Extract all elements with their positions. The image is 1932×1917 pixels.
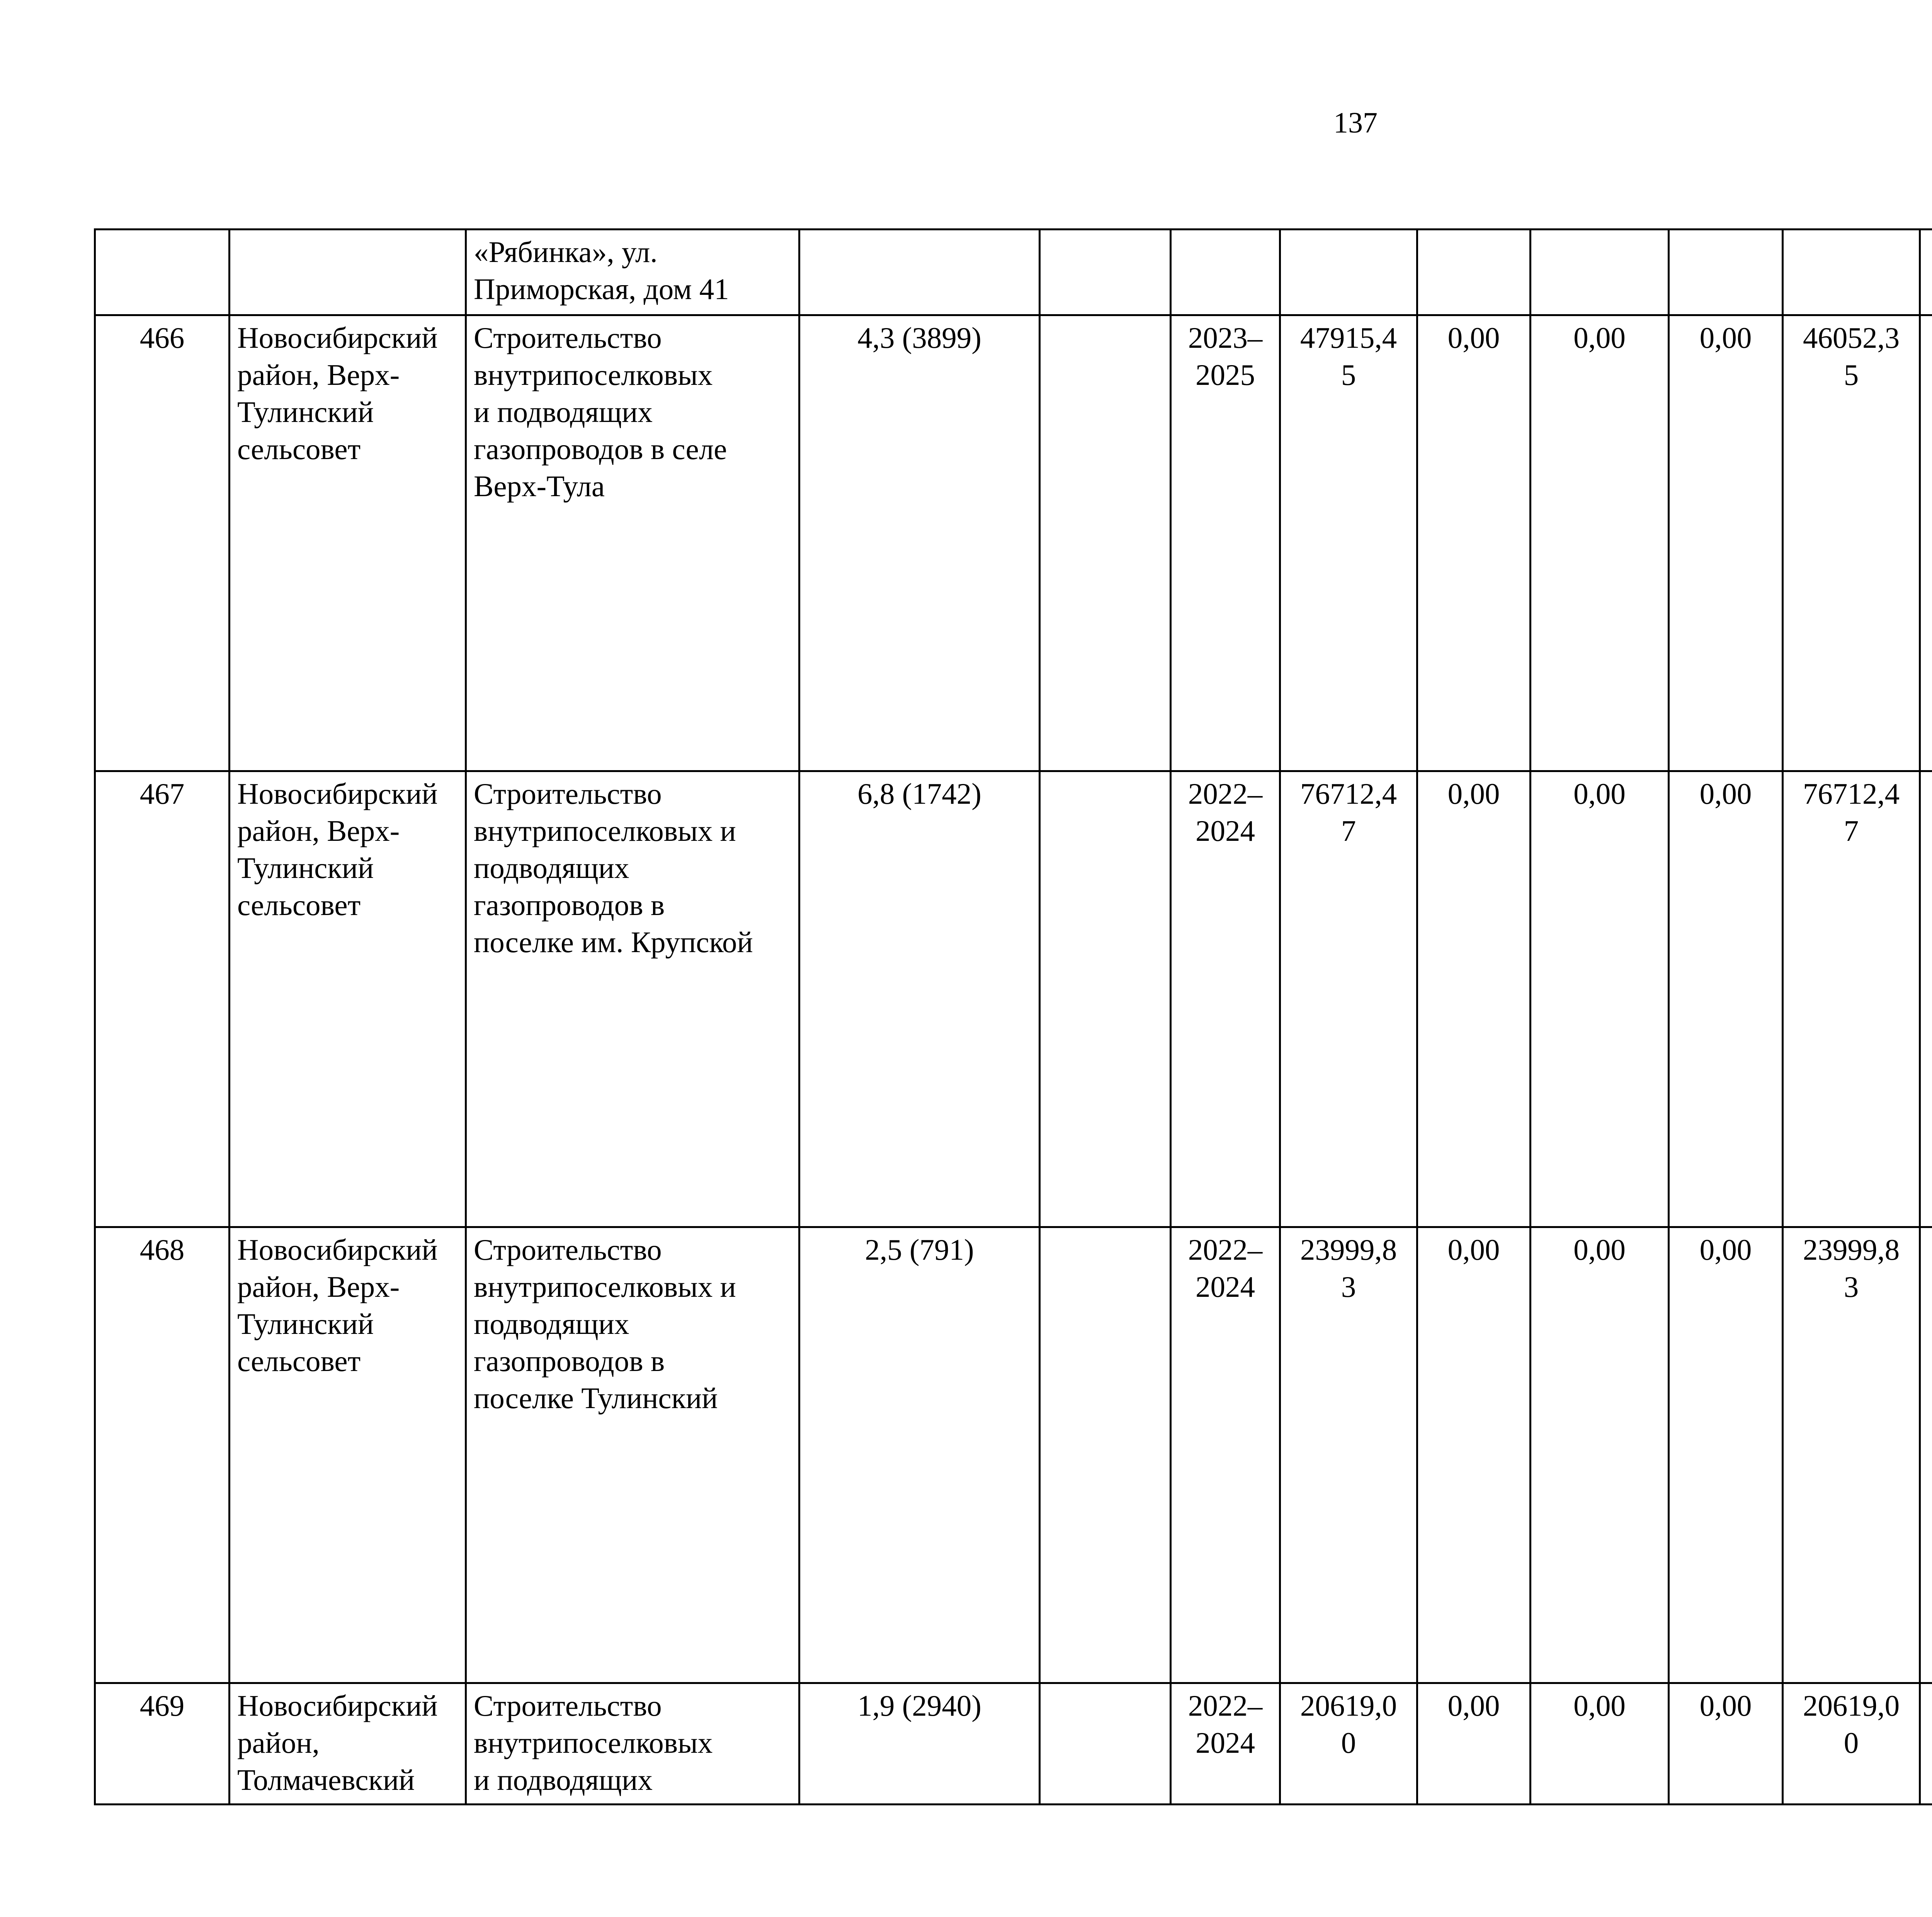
cell-executor (1920, 771, 1932, 1227)
table-row (95, 1227, 1932, 1683)
cell-fed: 0,00 (1417, 771, 1531, 1227)
cell-total: 47915,4 5 (1280, 315, 1417, 771)
cell-mun: 0,00 (1669, 1683, 1783, 1805)
table-row (95, 315, 1932, 771)
cell-num (95, 230, 230, 315)
cell-empty (1040, 1227, 1171, 1683)
cell-num: 466 (95, 315, 230, 771)
cell-period (1171, 230, 1280, 315)
cell-period: 2023– 2025 (1171, 315, 1280, 771)
cell-period: 2022– 2024 (1171, 771, 1280, 1227)
cell-total: 20619,0 0 (1280, 1683, 1417, 1805)
cell-mun: 0,00 (1669, 771, 1783, 1227)
cell-mun (1669, 230, 1783, 315)
cell-empty (1040, 771, 1171, 1227)
cell-other: 23999,8 3 (1783, 1227, 1920, 1683)
cell-num: 469 (95, 1683, 230, 1805)
cell-length (799, 230, 1040, 315)
gasification-table (94, 228, 1932, 1805)
cell-reg: 0,00 (1531, 1683, 1669, 1805)
cell-length: 6,8 (1742) (799, 771, 1040, 1227)
cell-fed (1417, 230, 1531, 315)
cell-reg: 0,00 (1531, 1227, 1669, 1683)
table-row (95, 1683, 1932, 1805)
cell-num: 468 (95, 1227, 230, 1683)
cell-district: Новосибирский район, Верх- Тулинский сельсовет (230, 1227, 466, 1683)
cell-total (1280, 230, 1417, 315)
cell-empty (1040, 230, 1171, 315)
cell-district (230, 230, 466, 315)
cell-total: 76712,4 7 (1280, 771, 1417, 1227)
table-row (95, 771, 1932, 1227)
cell-district: Новосибирский район, Толмачевский (230, 1683, 466, 1805)
cell-num: 467 (95, 771, 230, 1227)
cell-reg: 0,00 (1531, 315, 1669, 771)
cell-mun: 0,00 (1669, 315, 1783, 771)
cell-executor (1920, 1227, 1932, 1683)
cell-period: 2022– 2024 (1171, 1227, 1280, 1683)
table-row-continuation (95, 230, 1932, 315)
cell-object: Строительство внутрипоселковых и подводящих газопроводов в поселке им. Крупской (466, 771, 799, 1227)
cell-other: 76712,4 7 (1783, 771, 1920, 1227)
cell-reg: 0,00 (1531, 771, 1669, 1227)
cell-object: Строительство внутрипоселковых и подводящих газопроводов в селе Верх-Тула (466, 315, 799, 771)
cell-executor (1920, 230, 1932, 315)
cell-fed: 0,00 (1417, 315, 1531, 771)
cell-district: Новосибирский район, Верх- Тулинский сельсовет (230, 771, 466, 1227)
cell-executor (1920, 315, 1932, 771)
cell-length: 4,3 (3899) (799, 315, 1040, 771)
cell-period: 2022– 2024 (1171, 1683, 1280, 1805)
cell-object: Строительство внутрипоселковых и подводящих (466, 1683, 799, 1805)
page-number: 137 (1333, 107, 1378, 139)
cell-other (1783, 230, 1920, 315)
cell-district: Новосибирский район, Верх- Тулинский сельсовет (230, 315, 466, 771)
cell-mun: 0,00 (1669, 1227, 1783, 1683)
cell-length: 2,5 (791) (799, 1227, 1040, 1683)
cell-other: 20619,0 0 (1783, 1683, 1920, 1805)
cell-executor (1920, 1683, 1932, 1805)
cell-length: 1,9 (2940) (799, 1683, 1040, 1805)
cell-reg (1531, 230, 1669, 315)
cell-object: «Рябинка», ул. Приморская, дом 41 (466, 230, 799, 315)
cell-empty (1040, 1683, 1171, 1805)
cell-empty (1040, 315, 1171, 771)
cell-fed: 0,00 (1417, 1683, 1531, 1805)
cell-other: 46052,3 5 (1783, 315, 1920, 771)
cell-fed: 0,00 (1417, 1227, 1531, 1683)
cell-object: Строительство внутрипоселковых и подводящих газопроводов в поселке Тулинский (466, 1227, 799, 1683)
cell-total: 23999,8 3 (1280, 1227, 1417, 1683)
